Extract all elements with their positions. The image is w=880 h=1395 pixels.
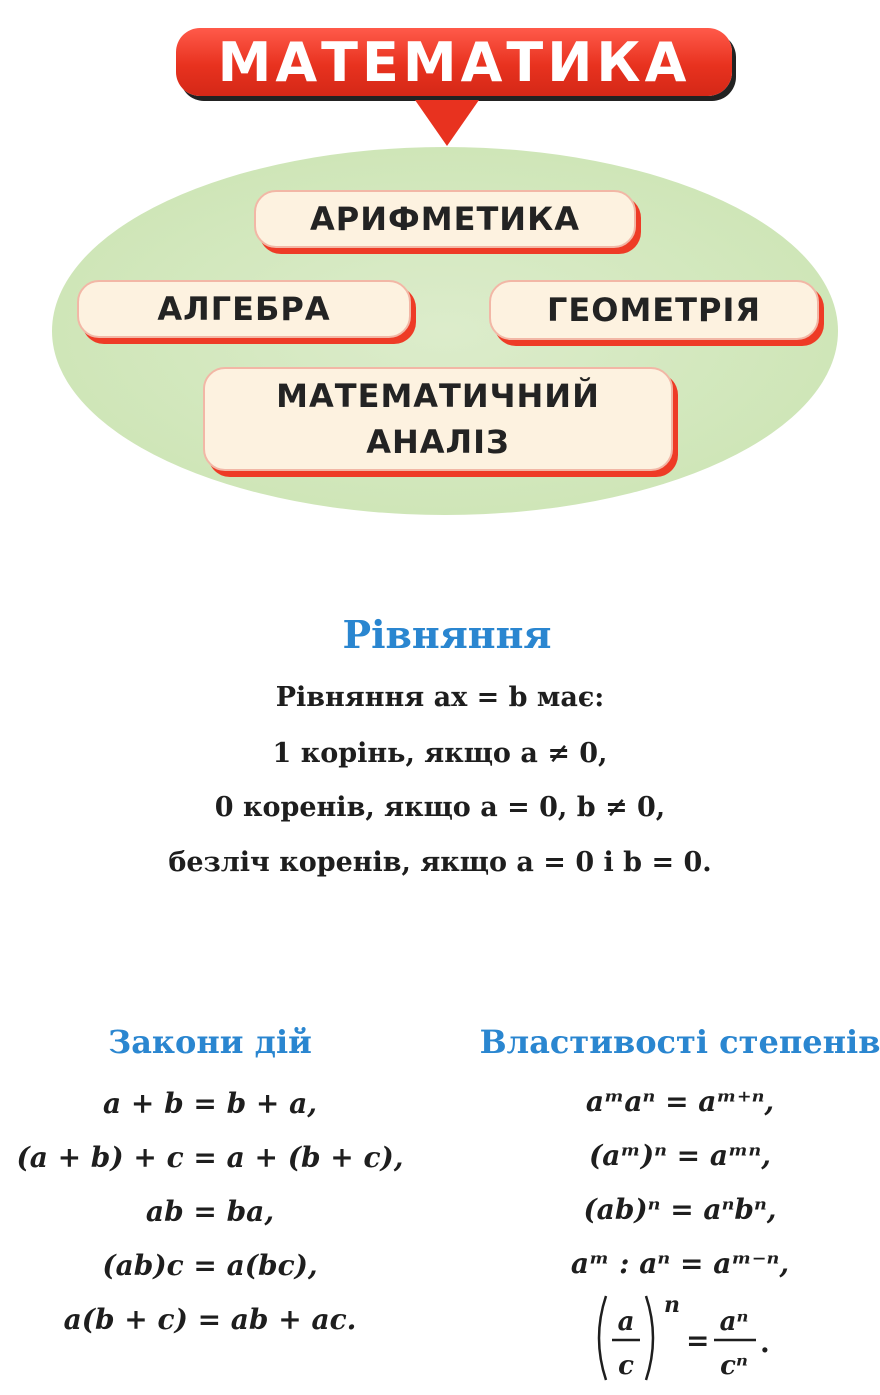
powers-line: (ab)ⁿ = aⁿbⁿ,: [583, 1193, 777, 1226]
equations-line: Рівняння ax = b має:: [275, 682, 605, 713]
frac-end: .: [760, 1326, 770, 1359]
branch-arithmetic: [254, 190, 636, 248]
branch-analysis: [203, 367, 673, 471]
frac-rhs-den: cⁿ: [720, 1351, 748, 1381]
branch-analysis-label-line2: АНАЛІЗ: [366, 423, 510, 461]
laws-title: Закони дій: [108, 1023, 312, 1061]
equations-line: 0 коренів, якщо a = 0, b ≠ 0,: [214, 792, 666, 823]
laws-line: (ab)c = a(bc),: [102, 1249, 318, 1282]
down-arrow-icon: [415, 100, 479, 146]
branch-arithmetic-label: АРИФМЕТИКА: [310, 200, 580, 238]
branch-geometry: [489, 280, 819, 340]
frac-exp: n: [664, 1292, 680, 1318]
powers-line: (aᵐ)ⁿ = aᵐⁿ,: [589, 1139, 771, 1172]
equations-line: безліч коренів, якщо a = 0 і b = 0.: [168, 847, 712, 878]
equations-line: 1 корінь, якщо a ≠ 0,: [272, 738, 608, 769]
branch-algebra: [77, 280, 411, 338]
page-title: МАТЕМАТИКА: [217, 30, 691, 94]
laws-line: ab = ba,: [145, 1195, 275, 1228]
fraction-power-formula: [588, 1290, 788, 1386]
branch-geometry-label: ГЕОМЕТРІЯ: [547, 291, 761, 329]
left-paren: [599, 1296, 606, 1380]
laws-line: a + b = b + a,: [102, 1087, 318, 1120]
frac-num: a: [617, 1307, 635, 1337]
equations-title: Рівняння: [342, 612, 552, 657]
frac-rhs-num: aⁿ: [719, 1307, 749, 1337]
right-paren: [646, 1296, 653, 1380]
branch-analysis-label-line1: МАТЕМАТИЧНИЙ: [276, 377, 600, 415]
frac-den: c: [618, 1351, 634, 1381]
laws-line: a(b + c) = ab + ac.: [63, 1303, 357, 1336]
powers-line: aᵐaⁿ = aᵐ⁺ⁿ,: [585, 1085, 775, 1118]
powers-title: Властивості степенів: [479, 1023, 880, 1061]
powers-line: aᵐ : aⁿ = aᵐ⁻ⁿ,: [570, 1247, 790, 1280]
branch-algebra-label: АЛГЕБРА: [157, 290, 331, 328]
page-title-banner: [176, 28, 732, 96]
laws-line: (a + b) + c = a + (b + c),: [16, 1141, 404, 1174]
frac-eq: =: [686, 1324, 710, 1357]
